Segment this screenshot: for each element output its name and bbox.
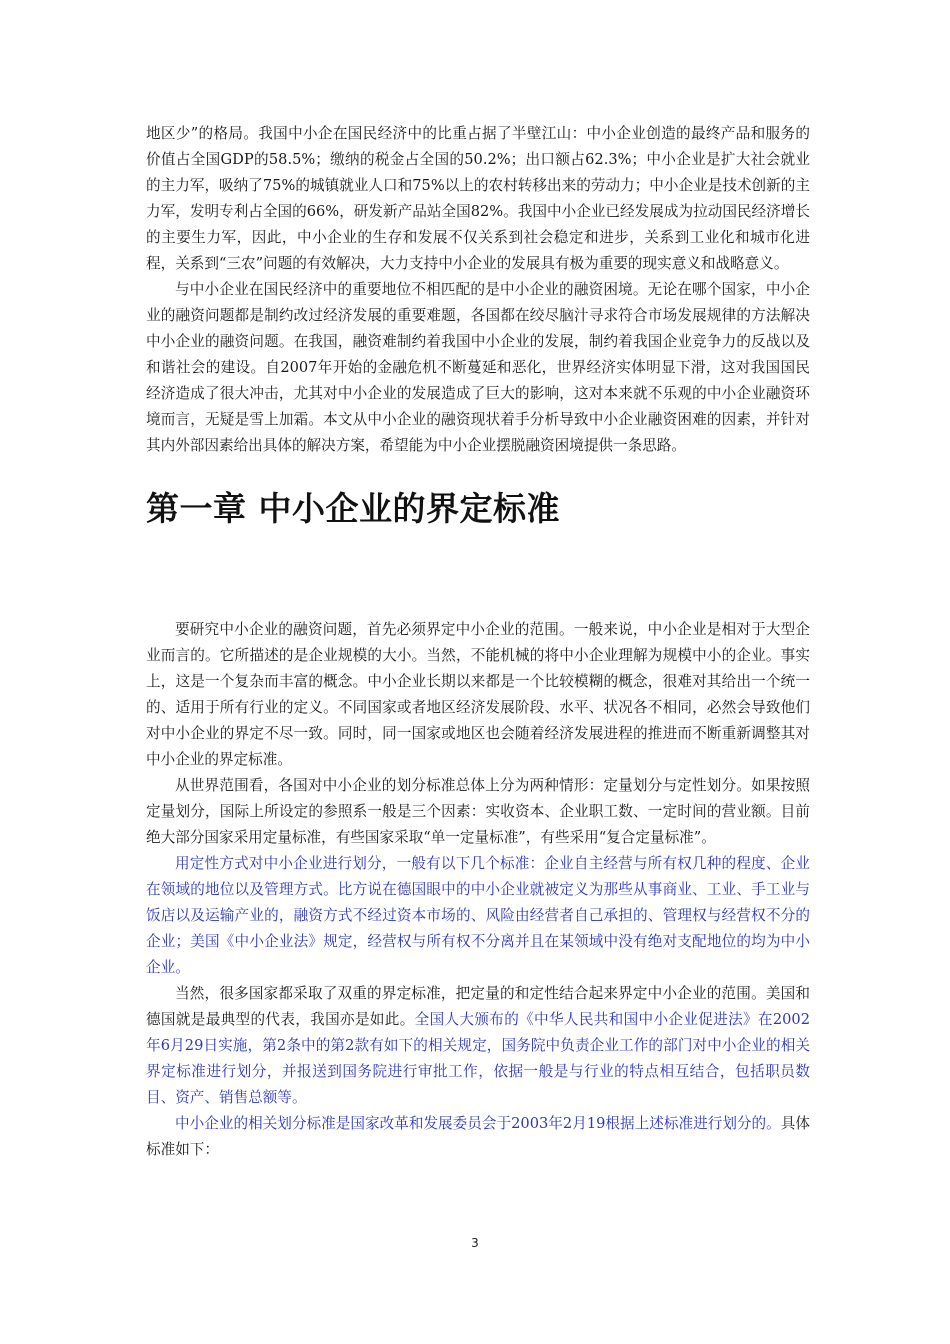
intro-paragraph-financing-difficulty: 与中小企业在国民经济中的重要地位不相匹配的是中小企业的融资困境。无论在哪个国家，中小企业的融资问题都是制约改过经济发展的重要难题，各国都在绞尽脑汁寻求符合市场发展规律的方法解决中小企业的融资问题。在我国，融资难制约着我国中小企业的发展，制约着我国企业竞争力的反战以及和谐社会的建设。自2007年开始的金融危机不断蔓延和恶化，世界经济实体明显下滑，这对我国国民经济造成了很大冲击，尤其对中小企业的发展造成了巨大的影响，这对本来就不乐观的中小企业融资环境而言，无疑是雪上加霜。本文从中小企业的融资现状着手分析导致中小企业融资困难的因素，并针对其内外部因素给出具体的解决方案，希望能为中小企业摆脱融资困境提供一条思路。	[146, 281, 810, 454]
chapter-spacing	[146, 531, 810, 617]
chapter-paragraph-quantitative: 从世界范围看，各国对中小企业的划分标准总体上分为两种情形：定量划分与定性划分。如果按照定量划分，国际上所设定的参照系一般是三个因素：实收资本、企业职工数、一定时间的营业额。目前绝大部分国家采用定量标准，有些国家采取“单一定量标准”，有些采用“复合定量标准”。	[146, 777, 810, 846]
dual-standard-text: 当然，很多国家都采取了双重的界定标准，把定量的和定性结合起来界定中小企业的范围。美国和德国就是最典型的代表，我国亦是如此。	[146, 985, 810, 1028]
standard-intro-text: 具体标准如下：	[146, 1115, 810, 1158]
chapter-paragraph-classification	[146, 1111, 810, 1163]
chapter-title: 第一章 中小企业的界定标准	[146, 489, 560, 528]
classification-standard-text: 中小企业的相关划分标准是国家改革和发展委员会于2003年2月19根据上述标准进行划分的。	[175, 1115, 781, 1132]
intro-paragraph-continued: 地区少”的格局。我国中小企在国民经济中的比重占据了半壁江山：中小企业创造的最终产品和服务的价值占全国GDP的58.5%；缴纳的税金占全国的50.2%；出口额占62.3%；中小企业是扩大社会就业的主力军，吸纳了75%的城镇就业人口和75%以上的农村转移出来的劳动力；中小企业是技术创新的主力军，发明专利占全国的66%，研发新产品站全国82%。我国中小企业已经发展成为拉动国民经济增长的主要生力军，因此，中小企业的生存和发展不仅关系到社会稳定和进步，关系到工业化和城市化进程，关系到“三农”问题的有效解决，大力支持中小企业的发展具有极为重要的现实意义和战略意义。	[146, 125, 810, 272]
page-number: 3	[471, 1236, 479, 1250]
promotion-law-text: 全国人大颁布的《中华人民共和国中小企业促进法》在2002年6月29日实施，第2条中的第2款有如下的相关规定，国务院中负责企业工作的部门对中小企业的相关界定标准进行划分，并报送到国务院进行审批工作，依据一般是与行业的特点相互结合，包括职员数目、资产、销售总额等。	[146, 1011, 810, 1106]
page-content	[146, 121, 810, 1163]
chapter-paragraph-dual-standard	[146, 981, 810, 1111]
chapter-paragraph-scope: 要研究中小企业的融资问题，首先必须界定中小企业的范围。一般来说，中小企业是相对于大型企业而言的。它所描述的是企业规模的大小。当然，不能机械的将中小企业理解为规模中小的企业。事实上，这是一个复杂而丰富的概念。中小企业长期以来都是一个比较模糊的概念，很难对其给出一个统一的、适用于所有行业的定义。不同国家或者地区经济发展阶段、水平、状况各不相同，必然会导致他们对中小企业的界定不尽一致。同时，同一国家或地区也会随着经济发展进程的推进而不断重新调整其对中小企业的界定标准。	[146, 621, 810, 768]
chapter-paragraph-qualitative: 用定性方式对中小企业进行划分，一般有以下几个标准：企业自主经营与所有权几种的程度、企业在领域的地位以及管理方式。比方说在德国眼中的中小企业就被定义为那些从事商业、工业、手工业与饭店以及运输产业的，融资方式不经过资本市场的、风险由经营者自己承担的、管理权与经营权不分的企业；美国《中小企业法》规定，经营权与所有权不分离并且在某领域中没有绝对支配地位的均为中小企业。	[146, 855, 810, 976]
